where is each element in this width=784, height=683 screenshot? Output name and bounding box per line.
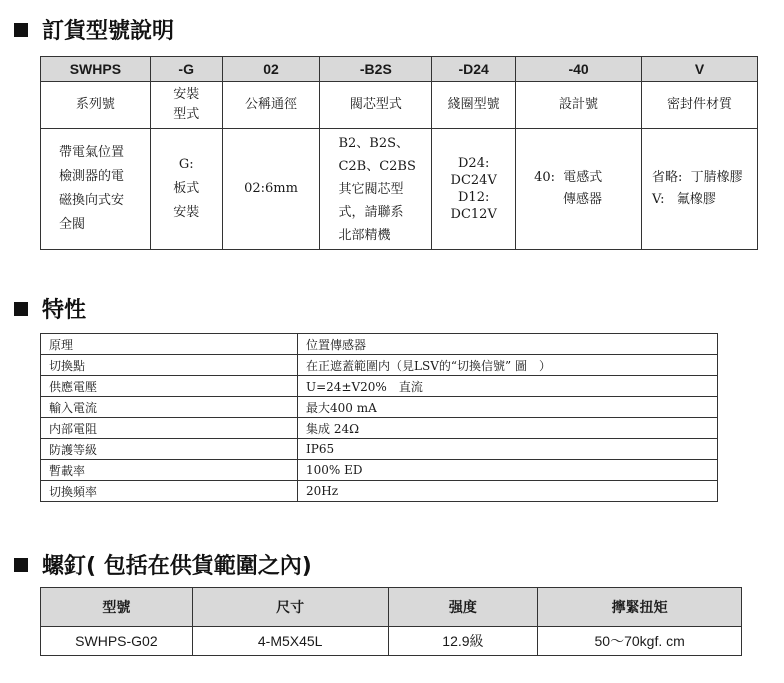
table-row — [41, 376, 718, 397]
spec-key: 暫載率 — [41, 460, 298, 481]
spec-value: 最大400 mA — [298, 397, 718, 418]
table-row — [41, 460, 718, 481]
screw-header-torque: 擰緊扭矩 — [538, 588, 742, 627]
screw-header-size: 尺寸 — [192, 588, 388, 627]
order-code-row — [41, 57, 758, 82]
code-series: SWHPS — [41, 57, 151, 82]
table-row — [41, 481, 718, 502]
code-seal: V — [641, 57, 757, 82]
spec-value: IP65 — [298, 439, 718, 460]
screw-strength: 12.9級 — [388, 627, 538, 656]
screw-header-model: 型號 — [41, 588, 193, 627]
label-series: 系列號 — [41, 82, 151, 129]
order-title-text: 訂貨型號說明 — [42, 19, 175, 44]
screw-header-strength: 强度 — [388, 588, 538, 627]
table-row — [41, 397, 718, 418]
label-spool: 閥芯型式 — [320, 82, 432, 129]
square-bullet-icon — [14, 302, 28, 316]
code-coil: -D24 — [432, 57, 516, 82]
code-spool: -B2S — [320, 57, 432, 82]
order-label-row — [41, 82, 758, 129]
detail-series: 帶電氣位置 檢測器的電 磁換向式安 全閥 — [41, 129, 151, 250]
detail-seal: 省略: 丁腈橡膠 V: 氟橡膠 — [641, 129, 757, 250]
order-section-title — [14, 14, 174, 45]
label-seal: 密封件材質 — [641, 82, 757, 129]
detail-coil: D24: DC24V D12: DC12V — [432, 129, 516, 250]
spec-value: 集成 24Ω — [298, 418, 718, 439]
table-row — [41, 355, 718, 376]
screw-torque: 50～70kgf. cm — [538, 627, 742, 656]
label-size: 公稱通徑 — [222, 82, 320, 129]
spec-table — [40, 333, 718, 502]
screw-title-text: 螺釘( 包括在供貨範圍之內) — [42, 554, 312, 579]
screw-size: 4-M5X45L — [192, 627, 388, 656]
code-mount: -G — [150, 57, 222, 82]
square-bullet-icon — [14, 558, 28, 572]
spec-key: 切換頻率 — [41, 481, 298, 502]
detail-size: 02:6mm — [222, 129, 320, 250]
detail-design: 40: 電感式 傳感器 — [516, 129, 642, 250]
spec-key: 防護等級 — [41, 439, 298, 460]
code-design: -40 — [516, 57, 642, 82]
spec-value: 20Hz — [298, 481, 718, 502]
spec-value: U=24±V20% 直流 — [298, 376, 718, 397]
spec-title-text: 特性 — [42, 298, 87, 323]
spec-key: 原理 — [41, 334, 298, 355]
square-bullet-icon — [14, 23, 28, 37]
spec-section-title — [14, 293, 86, 324]
label-design: 設計號 — [516, 82, 642, 129]
spec-value: 100% ED — [298, 460, 718, 481]
screw-header-row — [41, 588, 742, 627]
spec-value: 位置傳感器 — [298, 334, 718, 355]
table-row — [41, 334, 718, 355]
spec-key: 切換點 — [41, 355, 298, 376]
spec-key: 内部電阻 — [41, 418, 298, 439]
table-row — [41, 627, 742, 656]
table-row — [41, 439, 718, 460]
spec-key: 輸入電流 — [41, 397, 298, 418]
spec-key: 供應電壓 — [41, 376, 298, 397]
spec-value: 在正遮蓋範圍内（見LSV的“切換信號” 圖 ） — [298, 355, 718, 376]
table-row — [41, 418, 718, 439]
code-size: 02 — [222, 57, 320, 82]
order-detail-row — [41, 129, 758, 250]
label-mount: 安裝 型式 — [150, 82, 222, 129]
order-code-table — [40, 56, 758, 250]
detail-mount: G: 板式 安裝 — [150, 129, 222, 250]
label-coil: 綫圈型號 — [432, 82, 516, 129]
screw-section-title — [14, 549, 312, 580]
detail-spool: B2、B2S、 C2B、C2BS 其它閥芯型 式，請聯系 北部精機 — [320, 129, 432, 250]
screw-table — [40, 587, 742, 656]
screw-model: SWHPS-G02 — [41, 627, 193, 656]
